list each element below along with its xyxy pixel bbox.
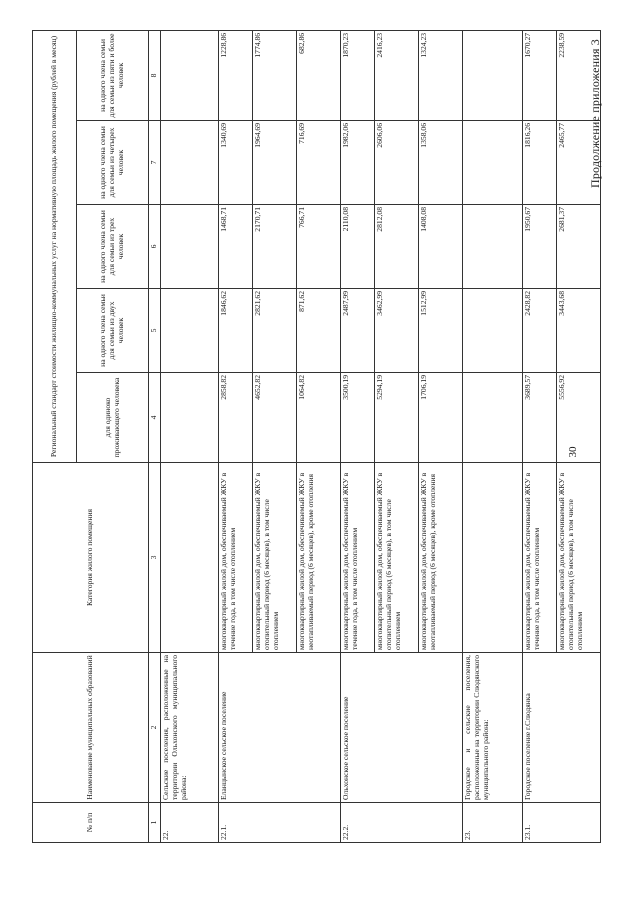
value-single: 5294,19 xyxy=(375,373,419,463)
table-row xyxy=(463,30,523,842)
housing-category: многоквартирный жилой дом, обеспечиваемый ЖКУ в неотапливаемый период (6 месяцев), кроме отопления xyxy=(297,463,341,653)
rotated-page-content xyxy=(32,31,612,873)
column-numbers-row xyxy=(149,30,161,842)
value-single: 2858,82 xyxy=(219,373,253,463)
column-number: 1 xyxy=(149,803,161,843)
value-family-2: 2428,82 xyxy=(523,289,557,373)
value-family-4: 716,69 xyxy=(297,121,341,205)
value-family-3: 2681,37 xyxy=(557,205,601,289)
municipality-name: Ольхонское сельское поселение xyxy=(341,653,463,803)
column-number: 6 xyxy=(149,205,161,289)
column-number: 3 xyxy=(149,463,161,653)
value-family-5: 682,86 xyxy=(297,30,341,120)
value-single xyxy=(161,373,219,463)
header-family-5: на одного члена семьи для семьи из пяти и более человек xyxy=(77,30,149,120)
value-single: 1706,19 xyxy=(419,373,463,463)
value-single: 5556,92 xyxy=(557,373,601,463)
value-family-5: 2416,23 xyxy=(375,30,419,120)
value-family-2: 3462,99 xyxy=(375,289,419,373)
column-number: 7 xyxy=(149,121,161,205)
value-family-3: 766,71 xyxy=(297,205,341,289)
header-standard-group: Региональный стандарт стоимости жилищно-коммунальных услуг на нормативную площадь жилого помещения (рублей в месяц) xyxy=(33,30,77,462)
header-single: для одиноко проживающего человека xyxy=(77,373,149,463)
value-family-4 xyxy=(161,121,219,205)
value-family-3 xyxy=(463,205,523,289)
header-category: Категория жилого помещения xyxy=(33,463,149,653)
municipality-name: Городское поселение г.Слюдянка xyxy=(523,653,601,803)
housing-category: многоквартирный жилой дом, обеспечиваемый ЖКУ в течение года, в том числе отоплением xyxy=(219,463,253,653)
column-number: 4 xyxy=(149,373,161,463)
value-family-3: 2110,08 xyxy=(341,205,375,289)
column-number: 5 xyxy=(149,289,161,373)
value-family-5: 1870,23 xyxy=(341,30,375,120)
value-family-2: 3443,68 xyxy=(557,289,601,373)
table-row xyxy=(161,30,219,842)
housing-category xyxy=(463,463,523,653)
municipality-name: Городское и сельские поселения, расположенные на территории Слюдянского муниципального района: xyxy=(463,653,523,803)
value-family-4: 1816,26 xyxy=(523,121,557,205)
table-row xyxy=(341,30,375,842)
value-single: 3689,57 xyxy=(523,373,557,463)
table-row xyxy=(219,30,253,842)
housing-category xyxy=(161,463,219,653)
value-family-2: 1846,62 xyxy=(219,289,253,373)
column-number: 2 xyxy=(149,653,161,803)
row-number: 22.1. xyxy=(219,803,341,843)
row-number: 22. xyxy=(161,803,219,843)
value-family-5: 1670,27 xyxy=(523,30,557,120)
value-family-3: 1950,67 xyxy=(523,205,557,289)
value-family-5: 1228,86 xyxy=(219,30,253,120)
value-family-4: 2606,06 xyxy=(375,121,419,205)
value-single: 1064,82 xyxy=(297,373,341,463)
value-family-2: 2487,99 xyxy=(341,289,375,373)
value-single: 4652,82 xyxy=(253,373,297,463)
value-family-3: 2170,71 xyxy=(253,205,297,289)
housing-category: многоквартирный жилой дом, обеспечиваемый ЖКУ в течение года, в том числе отоплением xyxy=(341,463,375,653)
value-family-3 xyxy=(161,205,219,289)
value-family-3: 1468,71 xyxy=(219,205,253,289)
column-number: 8 xyxy=(149,30,161,120)
value-family-4: 1982,06 xyxy=(341,121,375,205)
value-single: 3500,19 xyxy=(341,373,375,463)
value-family-4: 1340,69 xyxy=(219,121,253,205)
value-family-5 xyxy=(463,30,523,120)
value-family-5 xyxy=(161,30,219,120)
municipality-name: Сельские поселения, расположенные на территории Ольхонского муниципального района: xyxy=(161,653,219,803)
value-family-5: 1324,23 xyxy=(419,30,463,120)
value-family-4 xyxy=(463,121,523,205)
value-family-4: 1358,06 xyxy=(419,121,463,205)
value-family-5: 2238,59 xyxy=(557,30,601,120)
value-family-2 xyxy=(161,289,219,373)
value-family-3: 1408,08 xyxy=(419,205,463,289)
value-family-2: 871,62 xyxy=(297,289,341,373)
header-family-3: на одного члена семьи для семьи из трех человек xyxy=(77,205,149,289)
tariff-table xyxy=(32,30,601,843)
housing-category: многоквартирный жилой дом, обеспечиваемый ЖКУ в течение года, в том числе отоплением xyxy=(523,463,557,653)
value-family-5: 1774,86 xyxy=(253,30,297,120)
page-number: 30 xyxy=(567,446,579,458)
header-num: № п/п xyxy=(33,803,149,843)
value-family-2: 1512,99 xyxy=(419,289,463,373)
housing-category: многоквартирный жилой дом, обеспечиваемый ЖКУ в неотапливаемый период (6 месяцев), кроме отопления xyxy=(419,463,463,653)
value-family-4: 2465,77 xyxy=(557,121,601,205)
row-number: 23.1. xyxy=(523,803,601,843)
municipality-name: Еланцынское сельское поселение xyxy=(219,653,341,803)
header-family-2: на одного члена семьи для семьи из двух человек xyxy=(77,289,149,373)
value-family-3: 2812,08 xyxy=(375,205,419,289)
housing-category: многоквартирный жилой дом, обеспечиваемый ЖКУ в отопительный период (6 месяцев), в том числе отоплением xyxy=(557,463,601,653)
value-family-2 xyxy=(463,289,523,373)
appendix-title: Продолжение приложения 3 xyxy=(588,39,602,189)
row-number: 23. xyxy=(463,803,523,843)
value-family-2: 2821,62 xyxy=(253,289,297,373)
header-municipality: Наименование муниципальных образований xyxy=(33,653,149,803)
value-single xyxy=(463,373,523,463)
housing-category: многоквартирный жилой дом, обеспечиваемый ЖКУ в отопительный период (6 месяцев), в том числе отоплением xyxy=(253,463,297,653)
value-family-4: 1964,69 xyxy=(253,121,297,205)
housing-category: многоквартирный жилой дом, обеспечиваемый ЖКУ в отопительный период (6 месяцев), в том числе отоплением xyxy=(375,463,419,653)
header-family-4: на одного члена семьи для семьи из четырех человек xyxy=(77,121,149,205)
table-row xyxy=(523,30,557,842)
row-number: 22.2. xyxy=(341,803,463,843)
